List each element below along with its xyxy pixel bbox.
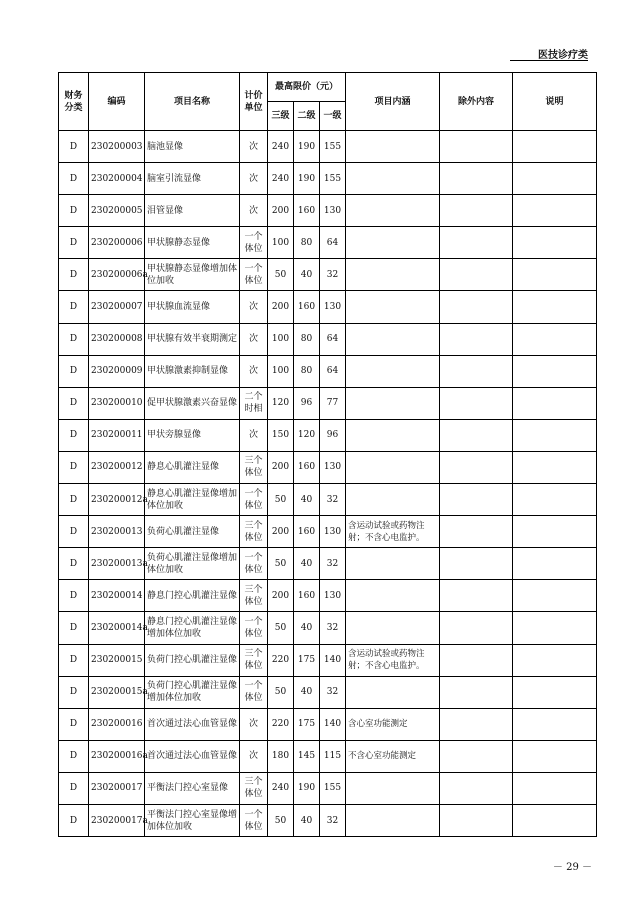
cell-item-content [346, 323, 440, 355]
cell-price-level2: 120 [294, 419, 320, 451]
cell-category: D [59, 163, 89, 195]
cell-exclusions [440, 195, 513, 227]
cell-exclusions [440, 419, 513, 451]
cell-exclusions [440, 580, 513, 612]
cell-price-level1: 32 [320, 804, 346, 836]
cell-item-name: 首次通过法心血管显像 [145, 740, 240, 772]
cell-notes [513, 387, 597, 419]
cell-price-level2: 160 [294, 291, 320, 323]
cell-category: D [59, 804, 89, 836]
table-row [59, 291, 597, 323]
cell-category: D [59, 580, 89, 612]
cell-item-name: 首次通过法心血管显像 [145, 708, 240, 740]
cell-item-content [346, 163, 440, 195]
table-row [59, 419, 597, 451]
cell-notes [513, 195, 597, 227]
cell-exclusions [440, 548, 513, 580]
cell-code: 230200009 [89, 355, 145, 387]
cell-notes [513, 227, 597, 259]
cell-item-name: 甲状腺有效半衰期测定 [145, 323, 240, 355]
cell-item-content: 含运动试验或药物注射；不含心电监护。 [346, 644, 440, 676]
cell-price-level2: 190 [294, 772, 320, 804]
table-row [59, 227, 597, 259]
cell-unit: 次 [240, 708, 268, 740]
cell-price-level1: 64 [320, 323, 346, 355]
cell-unit: 三个体位 [240, 644, 268, 676]
cell-price-level1: 32 [320, 259, 346, 291]
cell-exclusions [440, 355, 513, 387]
cell-notes [513, 644, 597, 676]
table-row [59, 708, 597, 740]
col-finance-category: 财务分类 [59, 73, 89, 131]
table-row [59, 131, 597, 163]
table-row [59, 195, 597, 227]
col-level3: 三级 [268, 102, 294, 131]
cell-notes [513, 772, 597, 804]
cell-price-level1: 32 [320, 484, 346, 516]
cell-code: 230200014 [89, 580, 145, 612]
table-row [59, 644, 597, 676]
cell-item-content [346, 227, 440, 259]
cell-unit: 一个体位 [240, 612, 268, 644]
cell-exclusions [440, 740, 513, 772]
cell-item-name: 甲状腺静态显像 [145, 227, 240, 259]
cell-item-content [346, 676, 440, 708]
cell-category: D [59, 772, 89, 804]
cell-item-name: 甲状腺血流显像 [145, 291, 240, 323]
col-item-content: 项目内涵 [346, 73, 440, 131]
cell-price-level3: 150 [268, 419, 294, 451]
table-row [59, 484, 597, 516]
cell-exclusions [440, 451, 513, 483]
table-row [59, 772, 597, 804]
cell-unit: 次 [240, 419, 268, 451]
table-row [59, 740, 597, 772]
cell-price-level3: 200 [268, 580, 294, 612]
cell-category: D [59, 419, 89, 451]
cell-price-level3: 120 [268, 387, 294, 419]
cell-item-content [346, 291, 440, 323]
cell-exclusions [440, 163, 513, 195]
cell-unit: 次 [240, 163, 268, 195]
cell-item-name: 负荷门控心肌灌注显像增加体位加收 [145, 676, 240, 708]
cell-code: 230200012 [89, 451, 145, 483]
cell-category: D [59, 516, 89, 548]
cell-code: 230200012a [89, 484, 145, 516]
cell-code: 230200005 [89, 195, 145, 227]
cell-price-level1: 130 [320, 291, 346, 323]
cell-category: D [59, 740, 89, 772]
cell-price-level3: 50 [268, 612, 294, 644]
cell-code: 230200013a [89, 548, 145, 580]
cell-notes [513, 291, 597, 323]
cell-unit: 次 [240, 291, 268, 323]
cell-item-content [346, 772, 440, 804]
cell-notes [513, 259, 597, 291]
cell-price-level2: 160 [294, 516, 320, 548]
cell-price-level1: 96 [320, 419, 346, 451]
cell-item-name: 甲状腺静态显像增加体位加收 [145, 259, 240, 291]
cell-item-name: 负荷心肌灌注显像增加体位加收 [145, 548, 240, 580]
cell-unit: 一个体位 [240, 676, 268, 708]
cell-unit: 一个体位 [240, 227, 268, 259]
cell-item-content: 含运动试验或药物注射；不含心电监护。 [346, 516, 440, 548]
cell-category: D [59, 676, 89, 708]
cell-unit: 三个体位 [240, 772, 268, 804]
cell-exclusions [440, 484, 513, 516]
cell-item-name: 甲状腺激素抑制显像 [145, 355, 240, 387]
cell-item-name: 脑池显像 [145, 131, 240, 163]
cell-notes [513, 516, 597, 548]
page-category-header: 医技诊疗类 [538, 50, 588, 61]
cell-price-level3: 220 [268, 708, 294, 740]
cell-code: 230200003 [89, 131, 145, 163]
cell-notes [513, 484, 597, 516]
cell-item-content: 不含心室功能测定 [346, 740, 440, 772]
cell-unit: 次 [240, 195, 268, 227]
cell-exclusions [440, 387, 513, 419]
cell-item-content: 含心室功能测定 [346, 708, 440, 740]
cell-exclusions [440, 291, 513, 323]
cell-price-level2: 40 [294, 612, 320, 644]
cell-price-level1: 130 [320, 195, 346, 227]
cell-price-level3: 50 [268, 259, 294, 291]
cell-item-content [346, 419, 440, 451]
cell-notes [513, 580, 597, 612]
cell-unit: 次 [240, 740, 268, 772]
cell-price-level3: 180 [268, 740, 294, 772]
cell-price-level1: 32 [320, 548, 346, 580]
cell-code: 230200013 [89, 516, 145, 548]
cell-category: D [59, 708, 89, 740]
table-row [59, 548, 597, 580]
cell-price-level2: 40 [294, 548, 320, 580]
cell-exclusions [440, 131, 513, 163]
cell-price-level1: 32 [320, 676, 346, 708]
cell-price-level2: 160 [294, 195, 320, 227]
cell-price-level2: 190 [294, 163, 320, 195]
price-table [58, 72, 597, 837]
cell-price-level1: 115 [320, 740, 346, 772]
cell-category: D [59, 548, 89, 580]
table-row [59, 516, 597, 548]
cell-price-level2: 80 [294, 355, 320, 387]
cell-notes [513, 676, 597, 708]
page-number: － 29 － [552, 862, 592, 873]
table-row [59, 451, 597, 483]
cell-notes [513, 419, 597, 451]
cell-exclusions [440, 644, 513, 676]
col-max-price: 最高限价（元） [268, 73, 346, 102]
cell-category: D [59, 387, 89, 419]
cell-unit: 三个体位 [240, 516, 268, 548]
cell-category: D [59, 484, 89, 516]
cell-price-level2: 175 [294, 644, 320, 676]
cell-price-level3: 200 [268, 195, 294, 227]
table-row [59, 323, 597, 355]
cell-code: 230200004 [89, 163, 145, 195]
cell-price-level3: 240 [268, 163, 294, 195]
col-level2: 二级 [294, 102, 320, 131]
cell-unit: 一个体位 [240, 259, 268, 291]
cell-item-content [346, 195, 440, 227]
cell-code: 230200010 [89, 387, 145, 419]
cell-category: D [59, 451, 89, 483]
cell-item-content [346, 548, 440, 580]
cell-item-name: 静息门控心肌灌注显像增加体位加收 [145, 612, 240, 644]
cell-code: 230200015 [89, 644, 145, 676]
cell-item-name: 静息心肌灌注显像 [145, 451, 240, 483]
cell-code: 230200008 [89, 323, 145, 355]
cell-item-name: 脑室引流显像 [145, 163, 240, 195]
cell-price-level1: 32 [320, 612, 346, 644]
cell-price-level2: 40 [294, 484, 320, 516]
cell-price-level2: 40 [294, 676, 320, 708]
cell-price-level2: 40 [294, 804, 320, 836]
cell-notes [513, 708, 597, 740]
cell-notes [513, 323, 597, 355]
cell-price-level3: 200 [268, 516, 294, 548]
cell-item-name: 静息心肌灌注显像增加体位加收 [145, 484, 240, 516]
header-rule [510, 60, 588, 61]
cell-item-content [346, 259, 440, 291]
cell-unit: 次 [240, 355, 268, 387]
cell-exclusions [440, 259, 513, 291]
cell-notes [513, 804, 597, 836]
cell-exclusions [440, 516, 513, 548]
cell-category: D [59, 291, 89, 323]
cell-price-level1: 77 [320, 387, 346, 419]
cell-price-level3: 220 [268, 644, 294, 676]
cell-price-level1: 155 [320, 131, 346, 163]
cell-code: 230200015a [89, 676, 145, 708]
cell-item-content [346, 580, 440, 612]
cell-code: 230200014a [89, 612, 145, 644]
cell-exclusions [440, 804, 513, 836]
cell-notes [513, 355, 597, 387]
cell-code: 230200017a [89, 804, 145, 836]
cell-code: 230200017 [89, 772, 145, 804]
cell-item-name: 负荷心肌灌注显像 [145, 516, 240, 548]
table-row [59, 676, 597, 708]
col-notes: 说明 [513, 73, 597, 131]
cell-price-level3: 100 [268, 227, 294, 259]
table-row [59, 612, 597, 644]
cell-unit: 三个体位 [240, 580, 268, 612]
cell-exclusions [440, 612, 513, 644]
cell-notes [513, 451, 597, 483]
cell-price-level2: 145 [294, 740, 320, 772]
table-body [59, 131, 597, 837]
cell-price-level1: 155 [320, 163, 346, 195]
cell-category: D [59, 355, 89, 387]
col-level1: 一级 [320, 102, 346, 131]
table-row [59, 259, 597, 291]
table-row [59, 163, 597, 195]
cell-notes [513, 740, 597, 772]
cell-price-level2: 40 [294, 259, 320, 291]
cell-price-level1: 155 [320, 772, 346, 804]
cell-exclusions [440, 227, 513, 259]
cell-exclusions [440, 708, 513, 740]
cell-price-level1: 64 [320, 227, 346, 259]
col-item-name: 项目名称 [145, 73, 240, 131]
cell-unit: 一个体位 [240, 804, 268, 836]
cell-category: D [59, 323, 89, 355]
table-row [59, 387, 597, 419]
cell-unit: 一个体位 [240, 548, 268, 580]
cell-unit: 次 [240, 131, 268, 163]
cell-item-name: 泪管显像 [145, 195, 240, 227]
cell-price-level1: 140 [320, 644, 346, 676]
cell-price-level2: 160 [294, 580, 320, 612]
cell-notes [513, 548, 597, 580]
cell-item-content [346, 451, 440, 483]
cell-price-level2: 80 [294, 227, 320, 259]
cell-notes [513, 612, 597, 644]
cell-price-level3: 240 [268, 772, 294, 804]
cell-exclusions [440, 676, 513, 708]
cell-price-level2: 190 [294, 131, 320, 163]
cell-price-level3: 50 [268, 484, 294, 516]
cell-price-level3: 50 [268, 804, 294, 836]
cell-price-level1: 130 [320, 451, 346, 483]
cell-price-level3: 100 [268, 323, 294, 355]
cell-item-content [346, 131, 440, 163]
cell-price-level3: 50 [268, 676, 294, 708]
cell-category: D [59, 644, 89, 676]
cell-price-level2: 96 [294, 387, 320, 419]
cell-price-level3: 200 [268, 451, 294, 483]
cell-code: 230200007 [89, 291, 145, 323]
cell-item-name: 静息门控心肌灌注显像 [145, 580, 240, 612]
cell-code: 230200006a [89, 259, 145, 291]
cell-price-level1: 140 [320, 708, 346, 740]
cell-category: D [59, 259, 89, 291]
cell-item-content [346, 804, 440, 836]
cell-price-level2: 175 [294, 708, 320, 740]
cell-item-name: 平衡法门控心室显像增加体位加收 [145, 804, 240, 836]
cell-item-name: 促甲状腺激素兴奋显像 [145, 387, 240, 419]
cell-category: D [59, 227, 89, 259]
cell-category: D [59, 131, 89, 163]
cell-unit: 次 [240, 323, 268, 355]
cell-price-level1: 130 [320, 516, 346, 548]
table-row [59, 804, 597, 836]
cell-code: 230200006 [89, 227, 145, 259]
table-row [59, 355, 597, 387]
cell-item-content [346, 387, 440, 419]
cell-price-level2: 80 [294, 323, 320, 355]
cell-exclusions [440, 772, 513, 804]
cell-category: D [59, 195, 89, 227]
cell-category: D [59, 612, 89, 644]
cell-price-level3: 200 [268, 291, 294, 323]
col-exclusions: 除外内容 [440, 73, 513, 131]
cell-item-content [346, 484, 440, 516]
cell-price-level3: 240 [268, 131, 294, 163]
col-code: 编码 [89, 73, 145, 131]
cell-notes [513, 131, 597, 163]
cell-unit: 二个时相 [240, 387, 268, 419]
cell-item-content [346, 612, 440, 644]
cell-exclusions [440, 323, 513, 355]
cell-unit: 一个体位 [240, 484, 268, 516]
cell-price-level1: 130 [320, 580, 346, 612]
cell-code: 230200011 [89, 419, 145, 451]
cell-item-name: 平衡法门控心室显像 [145, 772, 240, 804]
cell-code: 230200016 [89, 708, 145, 740]
col-unit: 计价单位 [240, 73, 268, 131]
cell-notes [513, 163, 597, 195]
cell-item-name: 甲状旁腺显像 [145, 419, 240, 451]
cell-price-level3: 50 [268, 548, 294, 580]
cell-unit: 三个体位 [240, 451, 268, 483]
table-row [59, 580, 597, 612]
cell-item-content [346, 355, 440, 387]
cell-price-level3: 100 [268, 355, 294, 387]
cell-item-name: 负荷门控心肌灌注显像 [145, 644, 240, 676]
cell-price-level2: 160 [294, 451, 320, 483]
cell-code: 230200016a [89, 740, 145, 772]
cell-price-level1: 64 [320, 355, 346, 387]
